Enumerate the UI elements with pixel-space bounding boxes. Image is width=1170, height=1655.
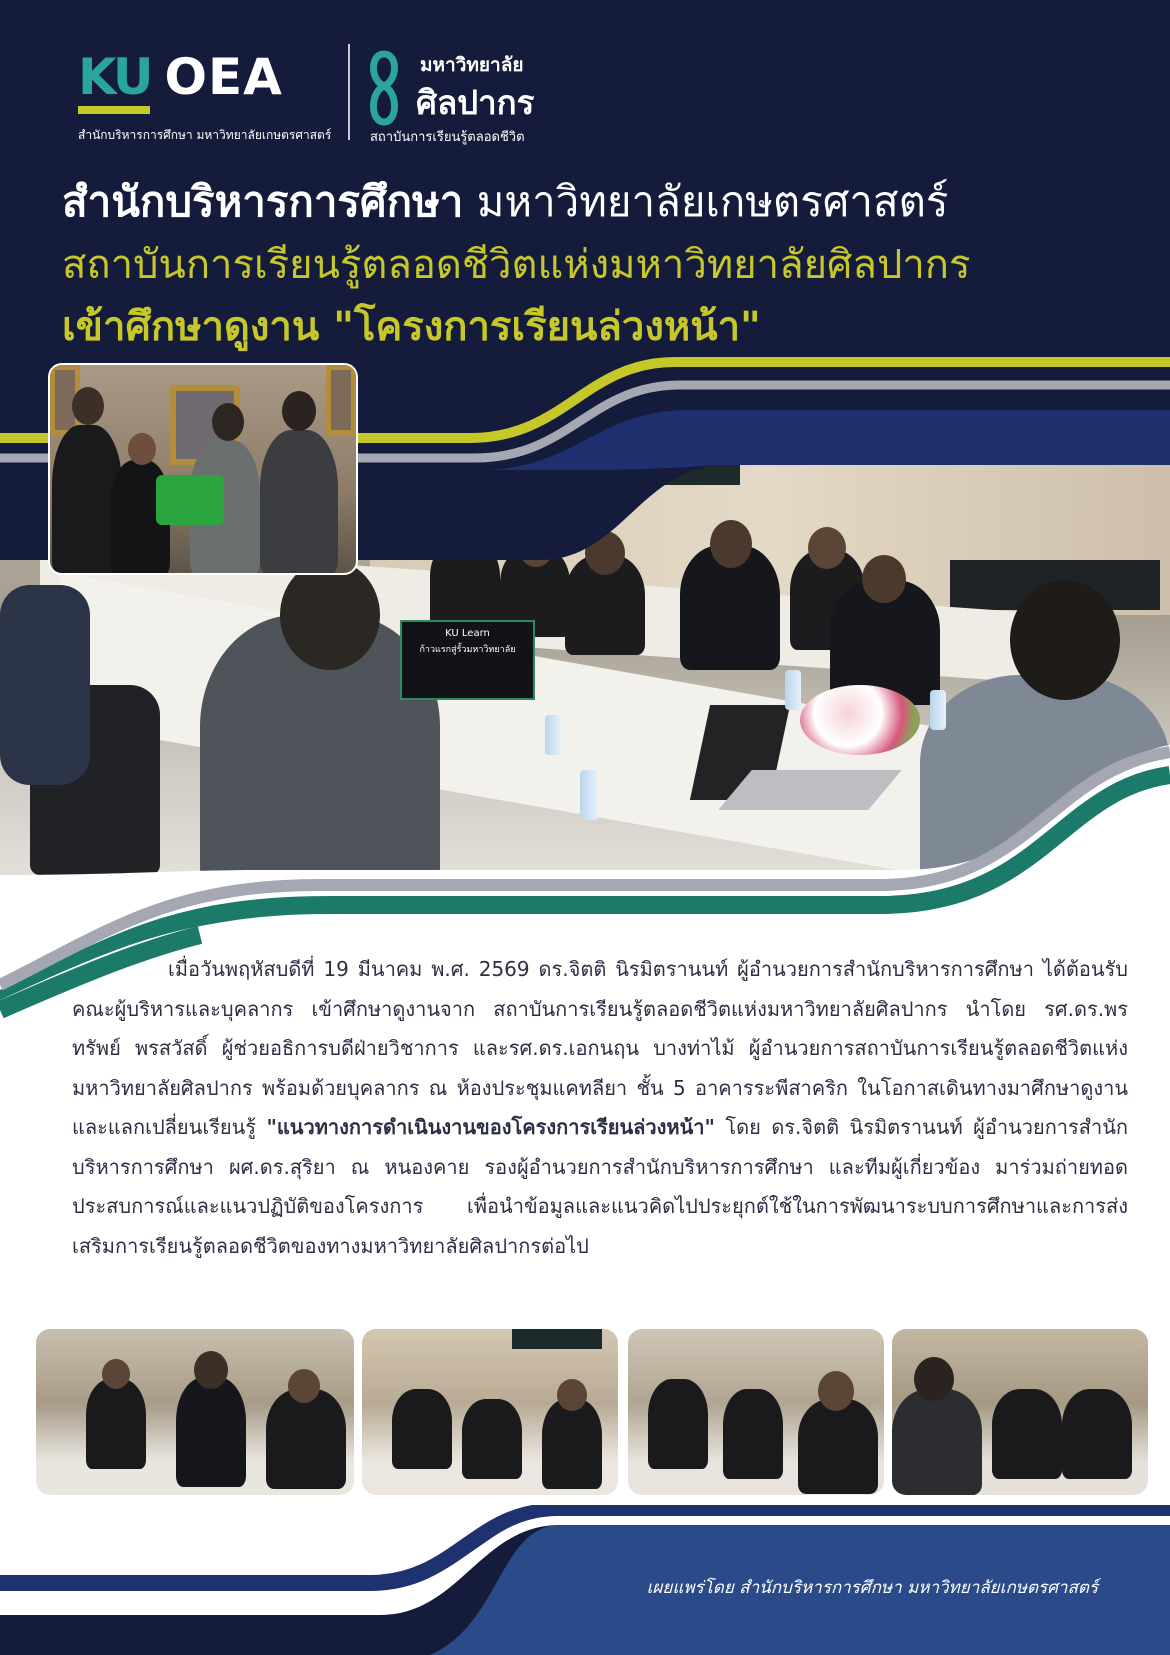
person-head — [818, 1371, 854, 1411]
gallery-photo-4 — [892, 1329, 1148, 1495]
tent-card-line2: ก้าวแรกสู่รั้วมหาวิทยาลัย — [419, 645, 516, 655]
person-head — [102, 1359, 130, 1389]
headline-line3: เข้าศึกษาดูงาน "โครงการเรียนล่วงหน้า" — [62, 304, 761, 350]
person — [86, 1379, 146, 1469]
logo-ku-text: KU — [78, 48, 151, 106]
gallery-photo-2 — [362, 1329, 618, 1495]
logo-divider — [348, 44, 350, 140]
wall-screen — [512, 1329, 602, 1349]
headline — [62, 170, 1142, 358]
gallery-photo-1 — [36, 1329, 354, 1495]
green-gift-bag — [156, 475, 224, 525]
article-project-name: "แนวทางการดำเนินงานของโครงการเรียนล่วงหน้า" — [266, 1115, 715, 1139]
logo-su-line2: ศิลปากร — [416, 83, 535, 122]
person — [892, 1389, 982, 1495]
person — [1062, 1389, 1132, 1479]
logo-su-line1: มหาวิทยาลัย — [420, 54, 524, 76]
silpakorn-emblem-icon — [364, 50, 404, 126]
handover-photo — [48, 363, 358, 575]
person — [176, 1377, 246, 1487]
headline-line1-rest: มหาวิทยาลัยเกษตรศาสตร์ — [463, 177, 949, 226]
headline-line2: สถาบันการเรียนรู้ตลอดชีวิตแห่งมหาวิทยาลัยศิลปากร — [62, 242, 971, 288]
person-head — [282, 391, 316, 431]
person-head — [557, 1379, 587, 1411]
person-head — [212, 403, 244, 441]
portrait-frame — [326, 365, 356, 435]
silpakorn-logo — [364, 44, 564, 144]
person — [798, 1399, 878, 1494]
person — [462, 1399, 522, 1479]
person — [542, 1399, 602, 1489]
article-part1: เมื่อวันพฤหัสบดีที่ 19 มีนาคม พ.ศ. 2569 ดร.จิตติ นิรมิตรานนท์ ผู้อำนวยการสำนักบริหารการศึกษา ได้ต้อนรับคณะผู้บริหารและบุคลากร เข้าศึกษาดูงานจาก สถาบันการเรียนรู้ตลอดชีวิตแห่งมหาวิทยาลัยศิลปากร นำโดย รศ.ดร.พรทรัพย์ พรสวัสดิ์ ผู้ช่วยอธิการบดีฝ่ายวิชาการ และรศ.ดร.เอกนฤน บางท่าไม้ ผู้อำนวยการสถาบันการเรียนรู้ตลอดชีวิตแห่งมหาวิทยาลัยศิลปากร พร้อมด้วยบุคลากร ณ ห้องประชุมแคทลียา ชั้น 5 อาคารระพีสาคริก ในโอกาสเดินทางมาศึกษาดูงานและแลกเปลี่ยนเรียนรู้ — [72, 957, 1128, 1139]
article-paragraph — [72, 950, 1128, 1266]
footer-credit: เผยแพร่โดย สำนักบริหารการศึกษา มหาวิทยาลัยเกษตรศาสตร์ — [646, 1578, 1098, 1598]
person-head — [914, 1357, 954, 1401]
logo-ku-subtitle: สำนักบริหารการศึกษา มหาวิทยาลัยเกษตรศาสตร์ — [78, 128, 332, 142]
person — [723, 1389, 783, 1479]
gallery-photo-3 — [628, 1329, 884, 1495]
person-head — [194, 1351, 228, 1389]
person — [260, 430, 338, 575]
headline-line1 — [62, 170, 1142, 234]
person-head — [72, 387, 104, 425]
headline-line1-bold: สำนักบริหารการศึกษา — [62, 177, 464, 226]
tent-card-line1: KU Learn — [445, 628, 490, 639]
person-head — [288, 1369, 320, 1403]
person-head — [128, 433, 156, 465]
logo-su-subtitle: สถาบันการเรียนรู้ตลอดชีวิต — [370, 130, 525, 145]
person — [266, 1389, 346, 1489]
logo-underline — [78, 106, 150, 114]
person — [392, 1389, 452, 1469]
logo-oea-text: OEA — [164, 48, 283, 106]
person — [992, 1389, 1062, 1479]
person — [648, 1379, 708, 1469]
article-part3: โดย ดร.จิตติ นิรมิตรานนท์ ผู้อำนวยการสำนักบริหารการศึกษา ผศ.ดร.สุริยา ณ หนองคาย รองผู้อำนวยการสำนักบริหารการศึกษา และทีมผู้เกี่ยวข้อง มาร่วมถ่ายทอดประสบการณ์และแนวปฏิบัติของโครงการ เพื่อนำข้อมูลและแนวคิดไปประยุกต์ใช้ในการพัฒนาระบบการศึกษาและการส่งเสริมการเรียนรู้ตลอดชีวิตของทางมหาวิทยาลัยศิลปากรต่อไป — [72, 1115, 1128, 1258]
ku-oea-logo — [78, 46, 338, 146]
